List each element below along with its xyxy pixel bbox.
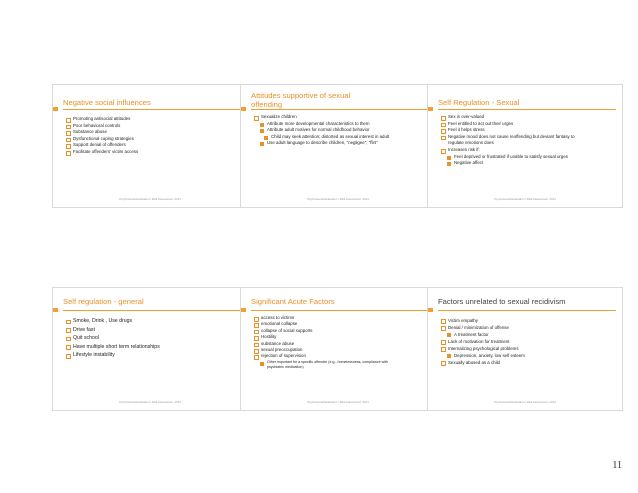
bullet-item: Substance abuse [66,129,239,136]
slide-negative-social-influences [52,84,248,208]
bullet-item: Feel entitled to act out their urges [441,121,582,128]
sub-bullet-item: A treatment factor [447,331,592,338]
bullet-item: Sexually abused as a child [441,359,592,366]
sub-sub-bullet-item: Child may seek attention; distorted as sexual interest in adult [264,134,391,141]
title-marker [428,107,433,111]
bullet-item: collapse of social supports [254,328,395,334]
bullet-item: Facilitate offenders' victim access [66,149,239,156]
bullet-item: Victim empathy [441,317,592,324]
slide-footer: Psychosocial Evaluation / Risk Assessment, 2014 [119,197,181,201]
title-rule [438,109,616,110]
bullet-item: Dysfunctional coping strategies [66,136,239,143]
bullet-item: Increases risk if: [441,147,582,154]
title-rule [63,310,241,311]
title-rule [251,109,429,110]
bullet-item: rejection of supervision [254,353,395,359]
bullet-item: Drive fast [66,326,239,335]
sub-bullet-item: Attribute more developmental characteristics to them [260,121,391,128]
slide-attitudes-supportive [240,84,436,208]
slide-footer: Psychosocial Evaluation / Risk Assessment, 2014 [307,400,369,404]
title-rule [63,109,241,110]
page-number: 11 [612,460,622,471]
bullet-item: Sex is over-valued [441,114,582,121]
slide-self-regulation-sexual [427,84,623,208]
bullet-list [441,114,582,167]
title-marker [53,107,58,111]
bullet-item: Quit school [66,334,239,343]
sub-bullet-item: Other important for a specific offender (e.g., homelessness, compliance with psychiatric medication) [260,360,395,370]
bullet-item: Sexualize children [254,114,391,121]
title-marker [241,107,246,111]
bullet-item: Denial / minimization of offense [441,324,592,331]
bullet-item: Smoke, Drink , Use drugs [66,317,239,326]
bullet-item: Promoting antisocial attitudes [66,116,239,123]
bullet-item: Feel it helps stress [441,127,582,134]
slide-title: Significant Acute Factors [251,297,335,306]
bullet-item: Hostility [254,334,395,340]
bullet-list [441,317,592,366]
bullet-list [66,317,239,360]
bullet-item: substance abuse [254,341,395,347]
title-marker [241,308,246,312]
slide-title: Self Regulation - Sexual [438,98,520,107]
sub-bullet-item: Attribute adult motives for normal childhood behavior [260,127,391,134]
slide-title: Self regulation - general [63,297,144,306]
sub-bullet-item: Use adult language to describe children, "negligee", "flirt" [260,140,391,147]
title-rule [438,310,616,311]
slide-title: Negative social influences [63,98,151,107]
bullet-item: Support denial of offenders [66,142,239,149]
bullet-item: emotional collapse [254,321,395,327]
bullet-item: access to victims [254,315,395,321]
bullet-item: Internalizing psychological problems [441,345,592,352]
sub-bullet-item: Feel deprived or frustrated if unable to satisfy sexual urges [447,154,582,161]
bullet-item: sexual preoccupation [254,347,395,353]
bullet-item: Negative mood does not cause reoffending but deviant fantasy to regulate emotions does [441,134,582,147]
slide-significant-acute-factors [240,287,436,411]
slide-footer: Psychosocial Evaluation / Risk Assessment, 2014 [494,400,556,404]
bullet-list [254,315,395,370]
sub-bullet-item: Depression, anxiety, low self esteem [447,352,592,359]
bullet-item: Lack of motivation for treatment [441,338,592,345]
slide-title: Attitudes supportive of sexual offending [251,91,351,109]
bullet-item: Lifestyle instability [66,351,239,360]
bullet-item: Poor behavioral controls [66,123,239,130]
slide-footer: Psychosocial Evaluation / Risk Assessment, 2014 [307,197,369,201]
bullet-item: Have multiple short term relationships [66,343,239,352]
title-rule [251,310,429,311]
bullet-list [66,116,239,156]
slide-self-regulation-general [52,287,248,411]
title-marker [428,308,433,312]
slide-title: Factors unrelated to sexual recidivism [438,297,566,306]
bullet-list [254,114,391,147]
slide-footer: Psychosocial Evaluation / Risk Assessment, 2014 [494,197,556,201]
slide-footer: Psychosocial Evaluation / Risk Assessment, 2014 [119,400,181,404]
title-marker [53,308,58,312]
slide-factors-unrelated [427,287,623,411]
sub-bullet-item: Negative affect [447,160,582,167]
